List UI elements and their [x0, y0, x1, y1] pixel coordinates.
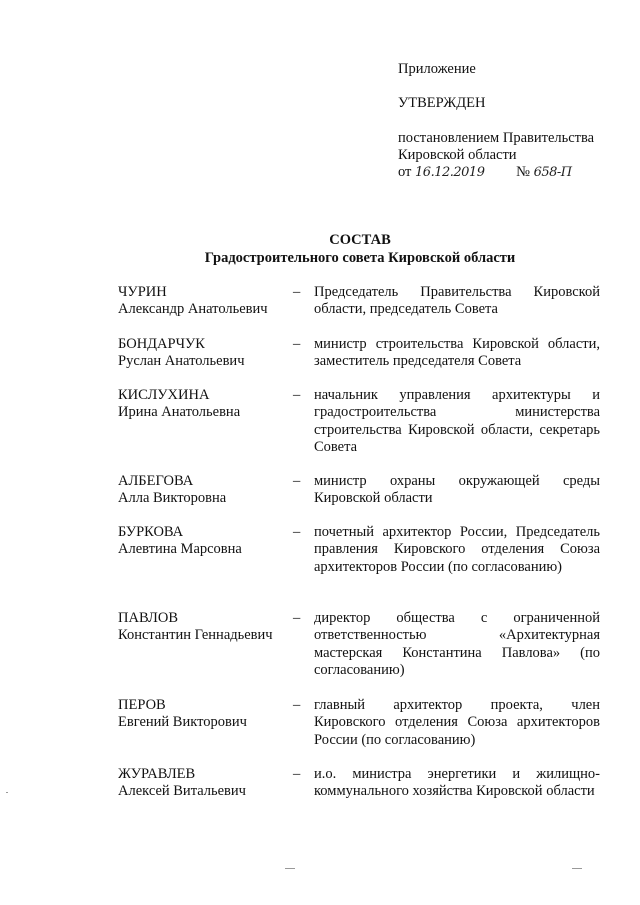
member-given-name: Александр Анатольевич — [118, 301, 268, 318]
member-role: начальник управления архитектуры и градостроительства министерства строительства Кировской области, секретарь Совета — [314, 387, 600, 455]
dash-separator: – — [293, 610, 301, 626]
member-surname: КИСЛУХИНА — [118, 387, 210, 403]
member-role: Председатель Правительства Кировской области, председатель Совета — [314, 284, 600, 318]
member-surname: АЛБЕГОВА — [118, 473, 194, 489]
member-name — [118, 284, 288, 319]
member-name — [118, 610, 288, 645]
scan-speck — [572, 868, 582, 869]
appendix-label: Приложение — [398, 61, 476, 77]
member-surname: БУРКОВА — [118, 524, 184, 540]
handwritten-number: 658-П — [533, 165, 572, 180]
member-entry — [118, 610, 602, 680]
member-role: и.о. министра энергетики и жилищно-коммунального хозяйства Кировской области — [314, 766, 600, 800]
member-entry — [118, 284, 602, 318]
approved-label: УТВЕРЖДЕН — [398, 95, 486, 111]
member-name — [118, 387, 288, 422]
member-name — [118, 473, 288, 508]
member-surname: ПЕРОВ — [118, 697, 166, 713]
dash-separator: – — [293, 524, 301, 540]
member-surname: ЖУРАВЛЕВ — [118, 766, 196, 782]
member-given-name: Алла Викторовна — [118, 490, 227, 507]
decree-line-2: Кировской области — [398, 147, 517, 163]
member-name — [118, 766, 288, 801]
document-subtitle: Градостроительного совета Кировской области — [204, 250, 516, 266]
member-role: директор общества с ограниченной ответственностью «Архитектурная мастерская Константина Павлова» (по согласованию) — [314, 610, 600, 678]
member-surname: ПАВЛОВ — [118, 610, 179, 626]
member-role: главный архитектор проекта, член Кировского отделения Союза архитекторов России (по согласованию) — [314, 697, 600, 748]
member-entry — [118, 473, 602, 507]
member-entry — [118, 524, 602, 594]
member-given-name: Руслан Анатольевич — [118, 353, 245, 370]
number-prefix: № — [516, 164, 530, 180]
member-entry — [118, 766, 602, 818]
member-entry — [118, 387, 602, 457]
scan-speck — [6, 792, 8, 793]
member-given-name: Евгений Викторович — [118, 714, 247, 731]
dash-separator: – — [293, 473, 301, 489]
member-role: министр строительства Кировской области, заместитель председателя Совета — [314, 336, 600, 370]
from-prefix: от — [398, 164, 412, 180]
member-given-name: Константин Геннадьевич — [118, 627, 273, 644]
member-entry — [118, 697, 602, 749]
member-surname: БОНДАРЧУК — [118, 336, 205, 352]
member-given-name: Алевтина Марсовна — [118, 541, 242, 558]
member-name — [118, 524, 288, 559]
member-role: министр охраны окружающей среды Кировской области — [314, 473, 600, 507]
dash-separator: – — [293, 387, 301, 403]
member-role: почетный архитектор России, Председатель правления Кировского отделения Союза архитекторов России (по согласованию) — [314, 524, 600, 575]
member-name — [118, 697, 288, 732]
dash-separator: – — [293, 336, 301, 352]
member-given-name: Алексей Витальевич — [118, 783, 246, 800]
document-title: СОСТАВ — [329, 232, 391, 248]
scan-speck — [285, 868, 295, 869]
member-name — [118, 336, 288, 371]
dash-separator: – — [293, 766, 301, 782]
decree-date-number — [398, 164, 572, 181]
member-given-name: Ирина Анатольевна — [118, 404, 241, 421]
dash-separator: – — [293, 284, 301, 300]
member-entry — [118, 336, 602, 370]
handwritten-date: 16.12.2019 — [415, 165, 485, 180]
member-surname: ЧУРИН — [118, 284, 167, 300]
decree-line-1: постановлением Правительства — [398, 130, 595, 146]
dash-separator: – — [293, 697, 301, 713]
